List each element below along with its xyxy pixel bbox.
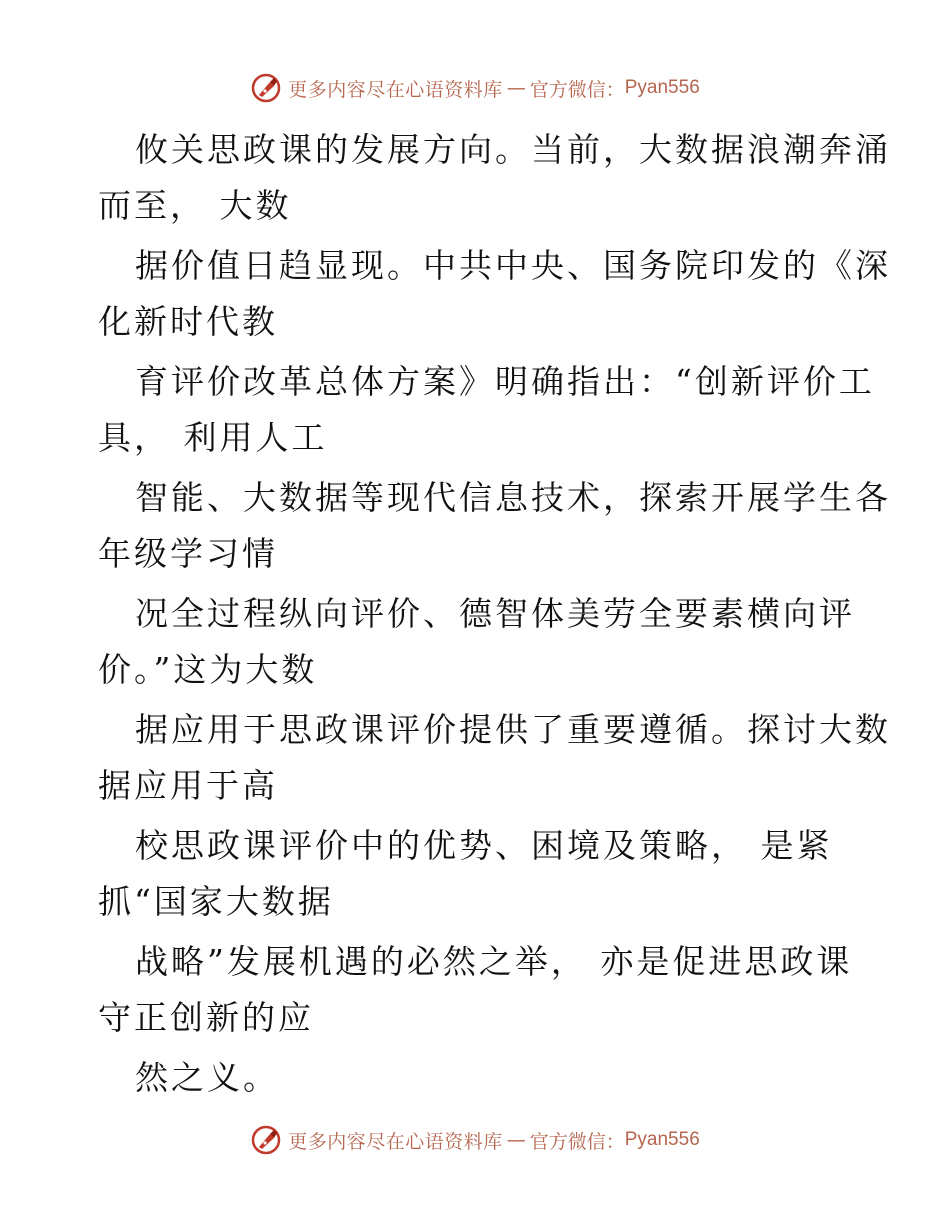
pen-nib-logo-icon bbox=[250, 1124, 282, 1156]
text-line: 据应用于思政课评价提供了重要遵循。探讨大数 bbox=[135, 710, 891, 749]
text-line: 育评价改革总体方案》明确指出：“创新评价工 bbox=[135, 362, 875, 401]
banner-wechat-id: Pyan556 bbox=[624, 77, 700, 98]
text-line: 智能、大数据等现代信息技术，探索开展学生各 bbox=[135, 478, 891, 517]
banner-dash: — bbox=[506, 1129, 526, 1151]
text-line: 化新时代教 bbox=[98, 302, 278, 341]
text-line: 具， 利用人工 bbox=[98, 418, 328, 457]
text-line: 据价值日趋显现。中共中央、国务院印发的《深 bbox=[135, 246, 891, 285]
banner-dash: — bbox=[506, 77, 526, 99]
banner-site-text: 更多内容尽在心语资料库 bbox=[288, 78, 503, 101]
banner-site-text: 更多内容尽在心语资料库 bbox=[288, 1130, 503, 1153]
text-line: 据应用于高 bbox=[98, 766, 278, 805]
header-banner bbox=[0, 68, 950, 108]
text-line: 而至， 大数 bbox=[98, 186, 292, 225]
text-line: 战略”发展机遇的必然之举， 亦是促进思政课 bbox=[135, 942, 853, 981]
text-line: 年级学习情 bbox=[98, 534, 278, 573]
banner-wechat-id: Pyan556 bbox=[624, 1129, 700, 1150]
text-line: 价。”这为大数 bbox=[98, 650, 318, 689]
banner-wechat-label: 官方微信： bbox=[529, 1130, 625, 1153]
footer-banner bbox=[0, 1120, 950, 1160]
text-line: 然之义。 bbox=[135, 1058, 279, 1097]
text-line: 况全过程纵向评价、德智体美劳全要素横向评 bbox=[135, 594, 855, 633]
banner-wechat-label: 官方微信： bbox=[529, 78, 625, 101]
text-line: 校思政课评价中的优势、困境及策略， 是紧 bbox=[135, 826, 833, 865]
text-line: 守正创新的应 bbox=[98, 998, 314, 1037]
text-line: 攸关思政课的发展方向。当前，大数据浪潮奔涌 bbox=[135, 130, 891, 169]
text-line: 抓“国家大数据 bbox=[98, 882, 334, 921]
pen-nib-logo-icon bbox=[250, 72, 282, 104]
